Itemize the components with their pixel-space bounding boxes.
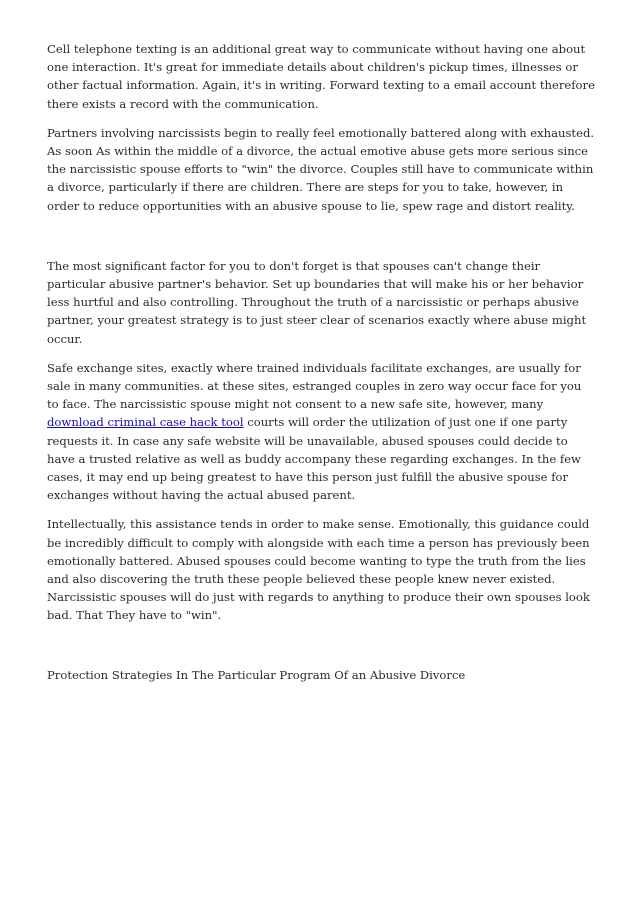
paragraph-significant-factor: The most significant factor for you to don't forget is that spouses can't change their particular abusive partner's behavior. Set up boundaries that will make his or her behavior less hurtful and also controlling. Throughout the truth of a narcissistic or perhaps abusive partner, your greatest strategy is to just steer clear of scenarios exactly where abuse might occur. bbox=[47, 258, 587, 346]
paragraph-safe-exchange bbox=[47, 359, 595, 505]
section-heading: Protection Strategies In The Particular Program Of an Abusive Divorce bbox=[47, 667, 466, 682]
spacer bbox=[47, 636, 595, 666]
paragraph-texting: Cell telephone texting is an additional great way to communicate without having one about one interaction. It's great for immediate details about children's pickup times, illnesses or other factual information. Again, it's in writing. Forward texting to a email account therefore there exists a record with the communication. bbox=[47, 42, 595, 111]
paragraph-text-after-link: courts will order the utilization of just one if one party requests it. In case any safe website will be unavailable, abused spouses could decide to have a trusted relative as well as buddy accompany these regarding exchanges. In the few cases, it may end up being greatest to have this person just fulfill the abusive spouse for exchanges without having the actual abused parent. bbox=[47, 415, 581, 503]
paragraph-partners: Partners involving narcissists begin to really feel emotionally battered along with exhausted. As soon As within the middle of a divorce, the actual emotive abuse gets more serious since the narcissistic spouse efforts to "win" the divorce. Couples still have to communicate within a divorce, particularly if there are children. There are steps for you to take, however, in order to reduce opportunities with an abusive spouse to lie, spew rage and distort reality. bbox=[47, 125, 595, 213]
document-page bbox=[47, 40, 595, 695]
download-link[interactable]: download criminal case hack tool bbox=[47, 415, 244, 430]
paragraph-intellectually: Intellectually, this assistance tends in order to make sense. Emotionally, this guidance could be incredibly difficult to comply with alongside with each time a person has previously been emotionally battered. Abused spouses could become wanting to type the truth from the lies and also discovering the truth these people believed these people knew never existed. Narcissistic spouses will do just with regards to anything to produce their own spouses look bad. That They have to "win". bbox=[47, 517, 590, 623]
spacer bbox=[47, 226, 595, 257]
paragraph-text-before-link: Safe exchange sites, exactly where trained individuals facilitate exchanges, are usually for sale in many communities. at these sites, estranged couples in zero way occur face for you to face. The narcissistic spouse might not consent to a new safe site, however, many bbox=[47, 360, 582, 412]
